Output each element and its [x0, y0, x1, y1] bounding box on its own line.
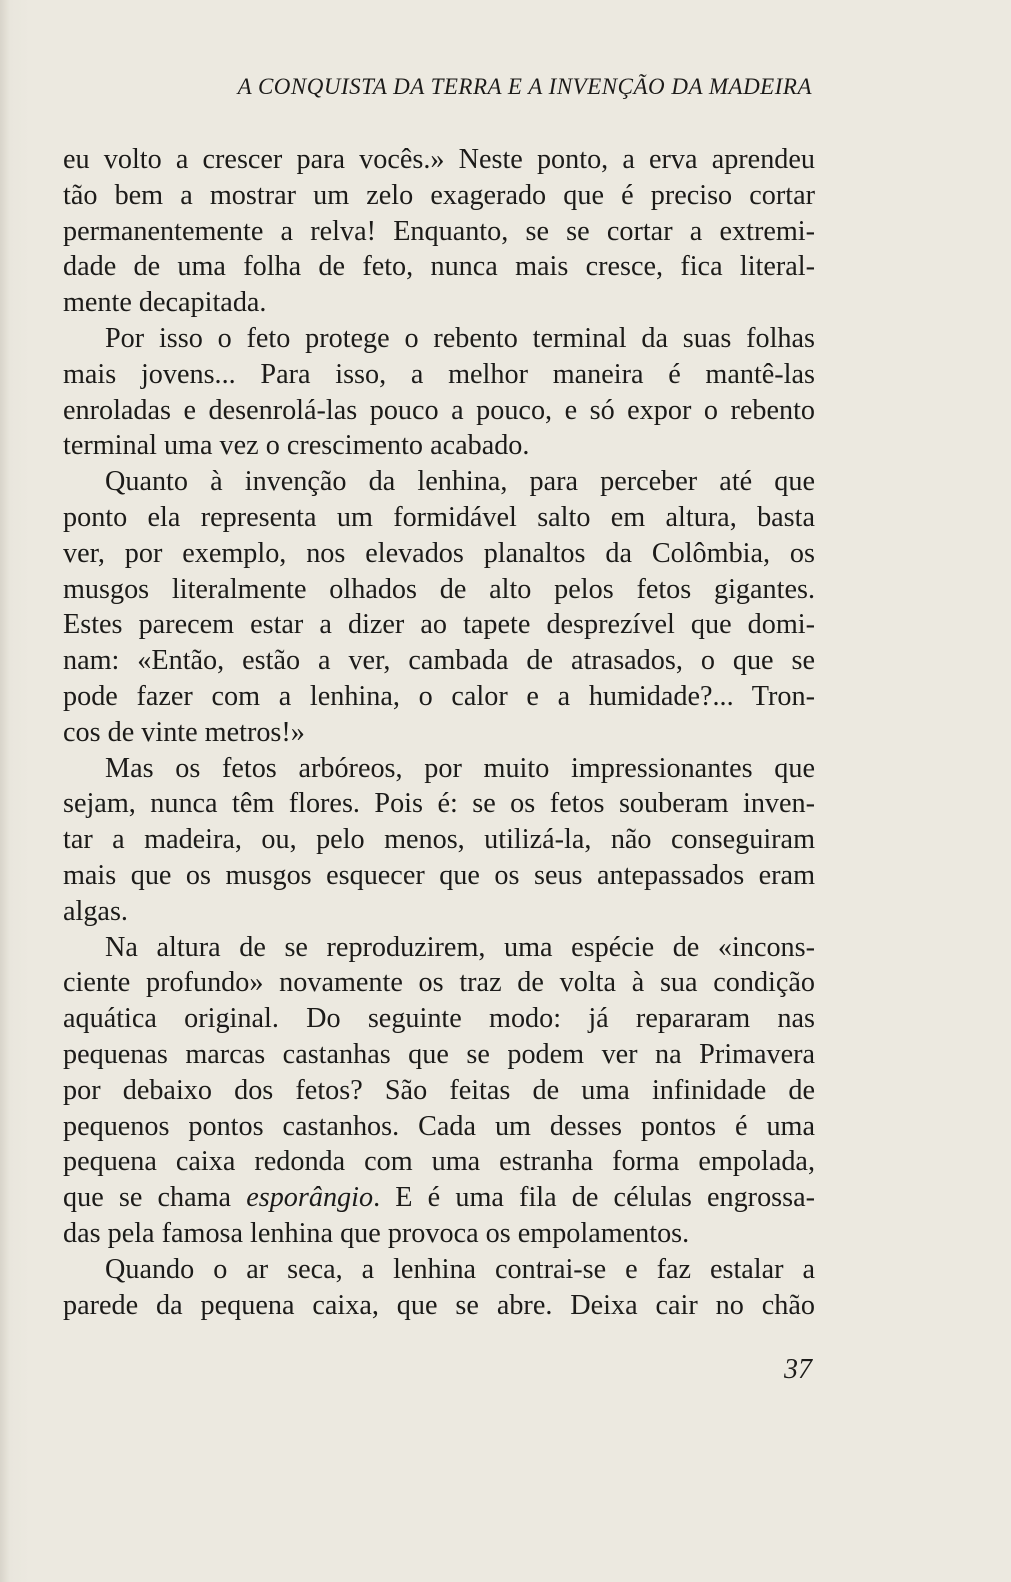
- text-line: mais que os musgos esquecer que os seus antepassados eram: [63, 859, 815, 891]
- text-line: tão bem a mostrar um zelo exagerado que é preciso cortar: [63, 179, 815, 211]
- text-line: mente decapitada.: [63, 287, 267, 319]
- text-line: ver, por exemplo, nos elevados planaltos da Colômbia, os: [63, 537, 815, 569]
- text-line: Quanto à invenção da lenhina, para perceber até que: [105, 466, 815, 498]
- text-line: pode fazer com a lenhina, o calor e a humidade?... Tron-: [63, 680, 815, 712]
- text-line: Na altura de se reproduzirem, uma espécie de «incons-: [105, 931, 815, 963]
- text-line: permanentemente a relva! Enquanto, se se cortar a extremi-: [63, 215, 815, 247]
- text-segment: que se chama: [63, 1182, 247, 1214]
- text-line: eu volto a crescer para vocês.» Neste ponto, a erva aprendeu: [63, 144, 815, 175]
- text-line: tar a madeira, ou, pelo menos, utilizá-la, não conseguiram: [63, 824, 815, 856]
- text-line: mais jovens... Para isso, a melhor maneira é mantê-las: [63, 358, 815, 390]
- text-line: enroladas e desenrolá-las pouco a pouco, e só expor o rebento: [63, 394, 815, 426]
- text-line: Por isso o feto protege o rebento terminal da suas folhas: [105, 322, 815, 354]
- running-header-title: A CONQUISTA DA TERRA E A INVENÇÃO DA MADEIRA: [237, 74, 812, 99]
- page-number: 37: [784, 1354, 812, 1385]
- text-line: Mas os fetos arbóreos, por muito impressionantes que: [105, 752, 815, 784]
- italic-term: esporângio: [246, 1182, 374, 1214]
- text-line: sejam, nunca têm flores. Pois é: se os fetos souberam inven-: [63, 788, 815, 820]
- text-line: pequenas marcas castanhas que se podem ver na Primavera: [63, 1038, 815, 1070]
- text-line: aquática original. Do seguinte modo: já repararam nas: [63, 1003, 815, 1035]
- text-line: pequenos pontos castanhos. Cada um desses pontos é uma: [63, 1110, 815, 1142]
- text-line: [63, 1180, 815, 1216]
- text-line: ponto ela representa um formidável salto em altura, basta: [63, 501, 815, 533]
- text-line: Estes parecem estar a dizer ao tapete desprezível que domi-: [63, 609, 815, 641]
- text-line: Quando o ar seca, a lenhina contrai-se e faz estalar a: [105, 1253, 815, 1285]
- text-line: musgos literalmente olhados de alto pelos fetos gigantes.: [63, 573, 815, 605]
- text-line: por debaixo dos fetos? São feitas de uma infinidade de: [63, 1074, 815, 1106]
- text-segment: . E é uma fila de células engrossa-: [373, 1182, 815, 1214]
- text-line: nam: «Então, estão a ver, cambada de atrasados, o que se: [63, 645, 815, 677]
- text-line: parede da pequena caixa, que se abre. Deixa cair no chão: [63, 1289, 815, 1321]
- body-text: [63, 142, 815, 1323]
- text-line: pequena caixa redonda com uma estranha forma empolada,: [63, 1146, 815, 1178]
- text-line: algas.: [63, 895, 128, 927]
- text-line: ciente profundo» novamente os traz de volta à sua condição: [63, 967, 815, 999]
- text-line: cos de vinte metros!»: [63, 716, 305, 748]
- text-line: terminal uma vez o crescimento acabado.: [63, 430, 530, 462]
- text-line: dade de uma folha de feto, nunca mais cresce, fica literal-: [63, 251, 815, 283]
- text-line: das pela famosa lenhina que provoca os empolamentos.: [63, 1217, 690, 1249]
